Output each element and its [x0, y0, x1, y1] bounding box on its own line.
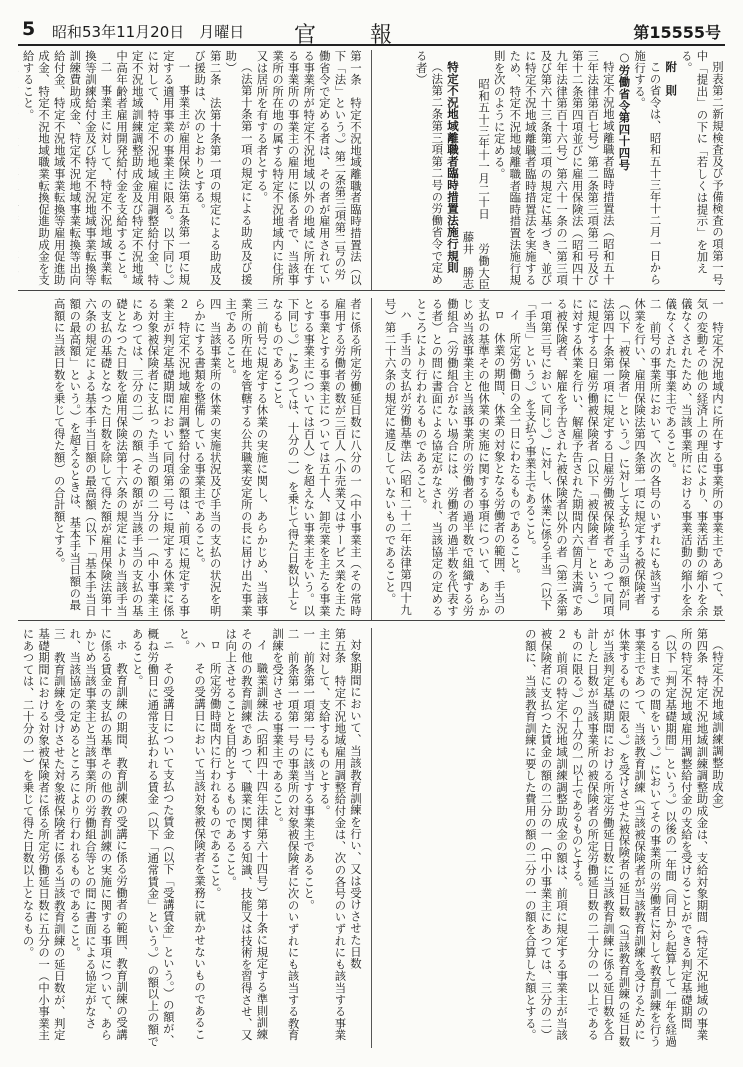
- paragraph: 二 前条第一項第一号の事業所の対象被保険者に次のいずれにも該当する教育訓練を受けさせる事業主であること。: [271, 628, 301, 1041]
- column-divider: [371, 298, 372, 620]
- band-2-right-column: [380, 298, 725, 620]
- paragraph: 一 特定不況地域内に所在する事業所の事業主であつて、景気の変動その他の経済上の理由により、事業活動の縮小を余儀なくされたため、当該事業所における事業活動の縮小を余儀なくされた事業主であること。: [664, 298, 725, 617]
- ordinance-title: ○労働省令第四十四号: [617, 50, 632, 171]
- paragraph: ハ 手当の支払が労働基準法（昭和二十二年法律第四十九号）第二十六条の規定に違反していないものであること。: [383, 298, 414, 617]
- band-3-right-column: [380, 628, 725, 1048]
- paragraph: ロ 休業の期間、休業の対象となる労働者の範囲、手当の支払の基準その他休業の実施に関する事項について、あらかじめ当該事業主と当該事業所の労働者の過半数で組織する労働組合（労働組合がない場合には、労働者の過半数を代表する者）との間に書面による協定がなされ、当該協定の定めるところにより行われるものであること。: [414, 298, 507, 617]
- paragraph: ハ その受講日において当該対象被保険者を業務に就かせないものであること。: [177, 628, 208, 1041]
- paragraph: ２ 特定不況地域雇用調整給付金の額は、前項に規定する事業主が判定基礎期間において同項第二号に規定する休業に係る対象被保険者に支払った手当の額の二分の一（中小事業主にあつては、三分の二）の額（その額が当該手当の支払の基礎となつた日数を雇用保険法第十六条の規定により当該手当の支払の基礎となつた日数を除して得た額が雇用保険法第十六条の規定による基本手当日額の最高額（以下「基本手当日額の最高額」という。）を超えるときは、基本手当日額の最高額に当該日数を乗じて得た額）の合計額とする。: [52, 298, 192, 617]
- paragraph: 一 前条第一項第一号に該当する事業主であること。: [302, 628, 317, 912]
- band-2-left-column: [18, 298, 363, 620]
- band-3: [18, 628, 725, 1048]
- band-2: [18, 298, 725, 621]
- band-3-left-column: [18, 628, 363, 1048]
- paragraph: ニ その受講日について支払つた賃金（以下「受講賃金」という。）の額が、概ね労働日に通常支払われる賃金（以下「通常賃金」という。）の額以上の額であること。: [130, 628, 176, 1048]
- paragraph: 一 事業主が雇用保険法第五条第一項に規定する適用事業の事業主に限る。以下同じ。）に対して、特定不況地域雇用調整給付金、特定不況地域訓練調整助成金及び特定不況地域中高年齢者雇用開発給付金を支給すること。: [115, 50, 192, 287]
- signature-line: 昭和五十三年十一月二十日 労働大臣 藤井 勝志: [461, 77, 492, 290]
- issue-date: 昭和53年11月20日 月曜日: [52, 23, 245, 41]
- paragraph: 対象期間において、当該教育訓練を行い、又は受けさせた日数: [349, 639, 363, 970]
- paragraph: 二 事業主に対して、特定不況地域事業転換等訓練給付金及び特定不況地域事業転換等訓練費助成金、特定不況地域事業転換等出向給付金、特定不況地域事業転換等雇用促進助成金、特定不況地域職業転換促進助成金を支給すること。: [21, 50, 114, 286]
- band-1: [18, 50, 725, 291]
- paragraph: 第五条 特定不況地域雇用調整給付金は、次の各号のいずれにも該当する事業主に対して、支給するものとする。: [317, 628, 348, 1041]
- supplementary-heading: 附 則: [664, 61, 679, 97]
- band-1-right-column: [380, 50, 725, 290]
- paragraph: 二 前号の事業所において、次の各号のいずれにも該当する休業を行い、雇用保険法第四条第一項に規定する被保険者（以下「被保険者」という。）に対して支払う手当の額が同法第四十条第一項に規定する日雇労働被保険者であつて同項に規定する日雇労働被保険者（以下「被保険者」という。）に対する休業を行い、解雇予告された期間内六箇月未満である被保険者、解雇を予告された被保険者以外の者（第二条第一項第三号において同じ。）に対し、休業に係る手当（以下「手当」という。）を支払う事業主であること。: [523, 298, 663, 617]
- band-1-left-column: [18, 50, 363, 290]
- article-caption: （特定不況地域訓練調整助成金）: [711, 639, 725, 817]
- paragraph: イ 所定労働日の全一日にわたるものであること。: [508, 309, 523, 581]
- column-divider: [371, 50, 372, 290]
- paragraph: [380, 298, 382, 620]
- page-number: 5: [22, 18, 36, 40]
- issue-number: 第15555号: [633, 23, 721, 42]
- paragraph: イ 職業訓練法（昭和四十四年法律第六十四号）第十条に規定する準則訓練その他の教育訓練であつて、職業に関する知識、技能又は技術を習得させ、又は向上させることを目的とするものであること。: [224, 628, 270, 1041]
- article-caption: （法第二条第三項第二号の労働省令で定める者）: [414, 50, 445, 286]
- paragraph: 特定不況地域離職者臨時措置法（昭和五十三年法律第百七号）第二条第三項第二号及び第十二条第四項並びに雇用保険法（昭和四十九年法律第百十六号）第六十一条の二第三項及び第六十三条第二項の規定に基づき、並びに特定不況地域離職者臨時措置法を実施するため、特定不況地域離職者臨時措置法施行規則を次のように定める。: [492, 50, 616, 286]
- paragraph: ２ 前項の特定不況地域訓練調整助成金の額は、前項に規定する事業主が当該被保険者に支払つた賃金の額の二分の一（中小事業主にあつては、三分の二）の額に、当該教育訓練に要した費用の額の二分の一の額を合算した額とする。: [523, 628, 570, 1041]
- article-caption: （法第十条第一項の規定による助成及び援助）: [224, 50, 254, 286]
- paragraph: 者に係る所定労働延日数に八分の一（中小事業主（その常時雇用する労働者の数が三百人（小売業又はサービス業を主たる事業とする事業主については五十人、卸売業を主たる事業とする事業主については百人）を超えない事業主をいう。以下同じ。）にあつては、十分の一）を乗じて得た日数以上となるものであること。: [271, 298, 363, 617]
- paragraph: 第一条 特定不況地域離職者臨時措置法（以下「法」という。）第二条第三項第二号の労働省令で定める者は、その者が雇用されている事業所が特定不況地域以外の地域に所在する事業所の事業主の雇用に係る者で、当該事業所の所在地の属する特定不況地域内に住所又は居所を有する者とする。: [255, 50, 363, 286]
- paragraph: [18, 50, 20, 290]
- paragraph: この省令は、昭和五十三年十二月一日から施行する。: [633, 50, 663, 286]
- regulation-title: 特定不況地域離職者臨時措置法施行規則: [445, 61, 460, 274]
- column-divider: [371, 628, 372, 1048]
- gazette-header: [18, 14, 725, 46]
- paragraph: 別表第二新規検査及び予備検査の項第一号中「提出」の下に「若しくは提示」を加える。: [679, 50, 725, 286]
- paragraph: ロ 所定労働時間内に行われるものであること。: [208, 639, 223, 899]
- paragraph: 第四条 特定不況地域訓練調整助成金は、支給対象期間（特定不況地域の事業所の特定不況地域雇用調整給付金の支給を受けることができる判定基礎期間（以下「判定基礎期間」という。）以後の一年間（同日から起算して一年を経過する日までの間をいう。）においてその事業所の労働者に対して教育訓練を行う事業主であつて、当該教育訓練（当該被保険者が当該教育訓練を受けるために休業するものに限る。）を受けさせた被保険者の延日数（当該教育訓練の延日数が当該判定基礎期間における所定労働延日数に当該教育訓練に係る延日数を合計した日数が当該事業所の被保険者の所定労働延日数の二十分の一以上であるものに限る。）の十分の一以上であるものとする。: [570, 628, 710, 1048]
- paragraph: 四 当該事業所の休業の実施状況及び手当の支払の状況を明らかにする書類を整備している事業主であること。: [193, 298, 223, 617]
- masthead: 官 報: [294, 23, 409, 48]
- paragraph: 三 前号に規定する休業の実施に関し、あらかじめ、当該事業所の所在地を管轄する公共職業安定所の長に届け出た事業主であること。: [224, 298, 270, 617]
- paragraph: ホ 教育訓練の期間、教育訓練の受講に係る労働者の範囲、教育訓練の受講に係る賃金の支払の基準その他の教育訓練の実施に関する事項について、あらかじめ当該事業主と当該事業所の労働組合等との間に書面による協定がなされ、当該協定の定めるところにより行われるものであること。: [68, 628, 130, 1041]
- paragraph: 三 教育訓練を受けさせた対象被保険者に係る当該教育訓練の延日数が、判定基礎期間における対象被保険者に係る所定労働延日数に五分の一（中小事業主にあつては、二十分の一）を乗じて得た日数以上となるもの。: [21, 628, 67, 1041]
- paragraph: 第二条 法第十条第一項の規定による助成及び援助は、次のとおりとする。: [193, 50, 223, 286]
